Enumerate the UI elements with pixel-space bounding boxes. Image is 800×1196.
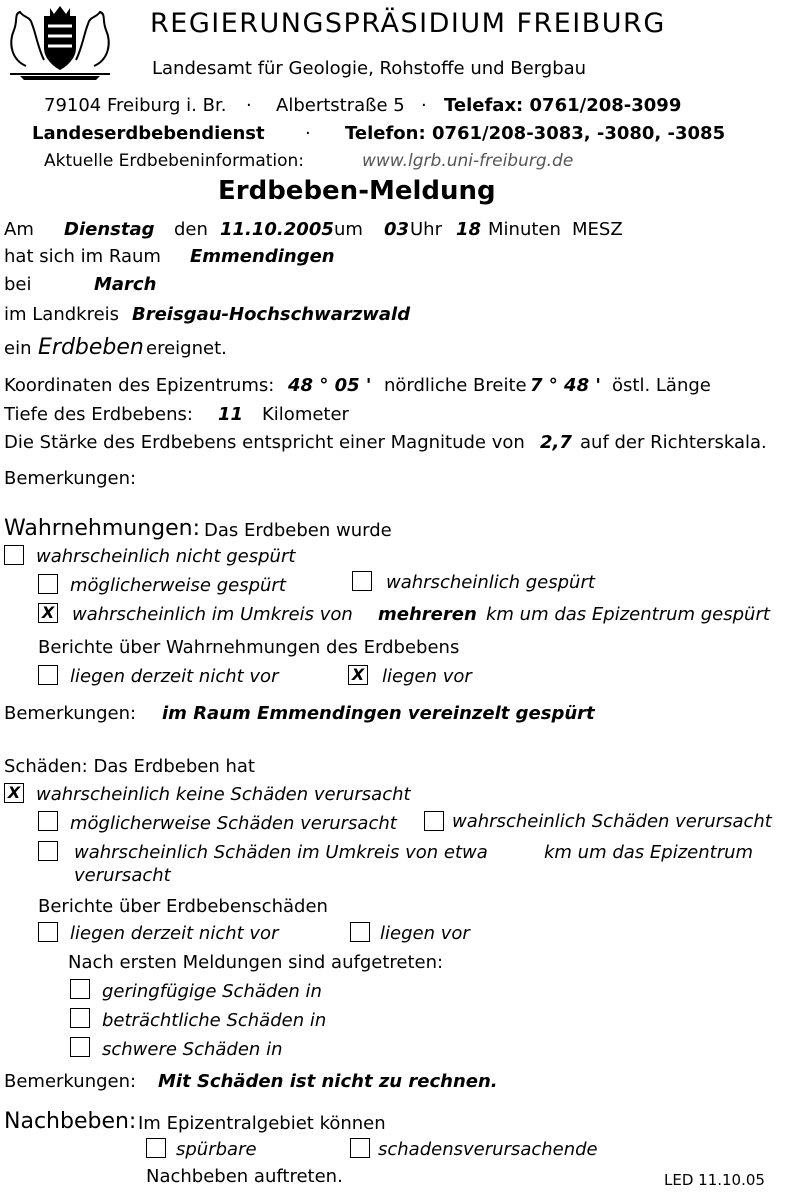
district: Breisgau-Hochschwarzwald (132, 304, 411, 325)
probably-felt-label: wahrscheinlich gespürt (386, 572, 595, 593)
damage-radius-checkbox[interactable] (38, 841, 58, 861)
separator: · (421, 95, 427, 116)
possibly-felt-checkbox[interactable] (38, 574, 58, 594)
damage-reports-none-label: liegen derzeit nicht vor (70, 923, 279, 944)
latitude-label: nördliche Breite (384, 375, 527, 396)
landkreis-label: im Landkreis (4, 304, 120, 325)
info-label: Aktuelle Erdbebeninformation: (44, 151, 305, 171)
minuten-label: Minuten (488, 219, 561, 240)
perception-reports-exist-label: liegen vor (382, 666, 472, 687)
perception-remarks-label: Bemerkungen: (4, 703, 137, 724)
erdbeben-word: Erdbeben (38, 335, 144, 360)
um-label: um (334, 219, 363, 240)
depth-unit: Kilometer (262, 404, 349, 425)
felt-radius-checkbox[interactable]: X (38, 603, 58, 623)
felt-aftershocks-checkbox[interactable] (146, 1138, 166, 1158)
document-title: Erdbeben-Meldung (218, 176, 496, 206)
timezone: MESZ (572, 219, 623, 240)
damage-reports-exist-checkbox[interactable] (350, 922, 370, 942)
damage-reports-none-checkbox[interactable] (38, 922, 58, 942)
ein-label: ein (4, 338, 32, 359)
ereignet-label: ereignet. (146, 338, 227, 359)
magnitude-label: Die Stärke des Erdbebens entspricht einer Magnitude von (4, 432, 525, 453)
uhr-label: Uhr (410, 219, 442, 240)
footer-code: LED 11.10.05 (664, 1171, 765, 1189)
magnitude-value: 2,7 (540, 432, 572, 453)
event-minute: 18 (456, 219, 482, 240)
perception-reports-label: Berichte über Wahrnehmungen des Erdbebens (38, 637, 460, 658)
damaging-aftershocks-label: schadensverursachende (378, 1139, 598, 1160)
damage-remarks: Mit Schäden ist nicht zu rechnen. (158, 1071, 498, 1092)
damage-radius-label: wahrscheinlich Schäden im Umkreis von etwa (74, 842, 488, 863)
locality: March (94, 274, 157, 295)
longitude: 7 ° 48 ' (530, 375, 601, 396)
felt-aftershocks-label: spürbare (176, 1139, 257, 1160)
damage-heading: Schäden: Das Erdbeben hat (4, 756, 255, 777)
damage-radius-suffix: km um das Epizentrum (544, 842, 754, 863)
felt-radius-label: wahrscheinlich im Umkreis von (72, 604, 353, 625)
weekday: Dienstag (64, 219, 155, 240)
considerable-damage-label: beträchtliche Schäden in (102, 1010, 327, 1031)
severe-damage-label: schwere Schäden in (102, 1039, 283, 1060)
perception-reports-none-checkbox[interactable] (38, 665, 58, 685)
damaging-aftershocks-checkbox[interactable] (350, 1138, 370, 1158)
authority-title: REGIERUNGSPRÄSIDIUM FREIBURG (150, 8, 666, 39)
aftershocks-heading: Nachbeben: (4, 1109, 137, 1134)
aftershocks-outro: Nachbeben auftreten. (146, 1166, 343, 1187)
magnitude-scale: auf der Richterskala. (580, 432, 767, 453)
den-label: den (174, 219, 208, 240)
severe-damage-checkbox[interactable] (70, 1037, 90, 1057)
no-damage-checkbox[interactable]: X (4, 783, 24, 803)
probably-damage-checkbox[interactable] (424, 811, 444, 831)
depth-value: 11 (218, 404, 244, 425)
perception-remarks: im Raum Emmendingen vereinzelt gespürt (162, 703, 595, 724)
info-url-link[interactable]: www.lgrb.uni-freiburg.de (362, 151, 574, 171)
raum-label: hat sich im Raum (4, 246, 161, 267)
not-felt-checkbox[interactable] (4, 545, 24, 565)
longitude-label: östl. Länge (612, 375, 711, 396)
damage-radius-caused: verursacht (74, 865, 171, 886)
perception-reports-none-label: liegen derzeit nicht vor (70, 666, 279, 687)
bei-label: bei (4, 274, 32, 295)
not-felt-label: wahrscheinlich nicht gespürt (36, 546, 296, 567)
separator: · (305, 123, 311, 144)
damage-reports-label: Berichte über Erdbebenschäden (38, 896, 328, 917)
address-city: 79104 Freiburg i. Br. (44, 95, 227, 116)
coat-of-arms-icon (4, 4, 116, 80)
coordinates-label: Koordinaten des Epizentrums: (4, 375, 275, 396)
possibly-damage-label: möglicherweise Schäden verursacht (70, 813, 397, 834)
address-street: Albertstraße 5 (276, 95, 405, 116)
damage-remarks-label: Bemerkungen: (4, 1071, 137, 1092)
damage-reports-exist-label: liegen vor (380, 923, 470, 944)
region: Emmendingen (190, 246, 335, 267)
minor-damage-label: geringfügige Schäden in (102, 981, 322, 1002)
latitude: 48 ° 05 ' (288, 375, 372, 396)
probably-damage-label: wahrscheinlich Schäden verursacht (452, 811, 772, 832)
perception-reports-exist-checkbox[interactable]: X (348, 665, 368, 685)
felt-radius-suffix: km um das Epizentrum gespürt (486, 604, 770, 625)
am-label: Am (4, 219, 34, 240)
possibly-damage-checkbox[interactable] (38, 811, 58, 831)
separator: · (246, 95, 252, 116)
remarks-label: Bemerkungen: (4, 468, 137, 489)
depth-label: Tiefe des Erdbebens: (4, 404, 193, 425)
first-reports-label: Nach ersten Meldungen sind aufgetreten: (68, 952, 444, 973)
felt-radius-value: mehreren (378, 604, 477, 625)
considerable-damage-checkbox[interactable] (70, 1008, 90, 1028)
fax-number: Telefax: 0761/208-3099 (444, 95, 682, 116)
aftershocks-intro: Im Epizentralgebiet können (138, 1113, 386, 1134)
no-damage-label: wahrscheinlich keine Schäden verursacht (36, 784, 411, 805)
event-hour: 03 (384, 219, 410, 240)
minor-damage-checkbox[interactable] (70, 979, 90, 999)
event-date: 11.10.2005 (220, 219, 334, 240)
service-name: Landeserdbebendienst (32, 123, 265, 144)
probably-felt-checkbox[interactable] (352, 571, 372, 591)
perception-heading: Wahrnehmungen: (4, 516, 201, 541)
phone-number: Telefon: 0761/208-3083, -3080, -3085 (345, 123, 726, 144)
possibly-felt-label: möglicherweise gespürt (70, 575, 286, 596)
department-name: Landesamt für Geologie, Rohstoffe und Bergbau (152, 58, 587, 79)
perception-intro: Das Erdbeben wurde (204, 520, 392, 541)
